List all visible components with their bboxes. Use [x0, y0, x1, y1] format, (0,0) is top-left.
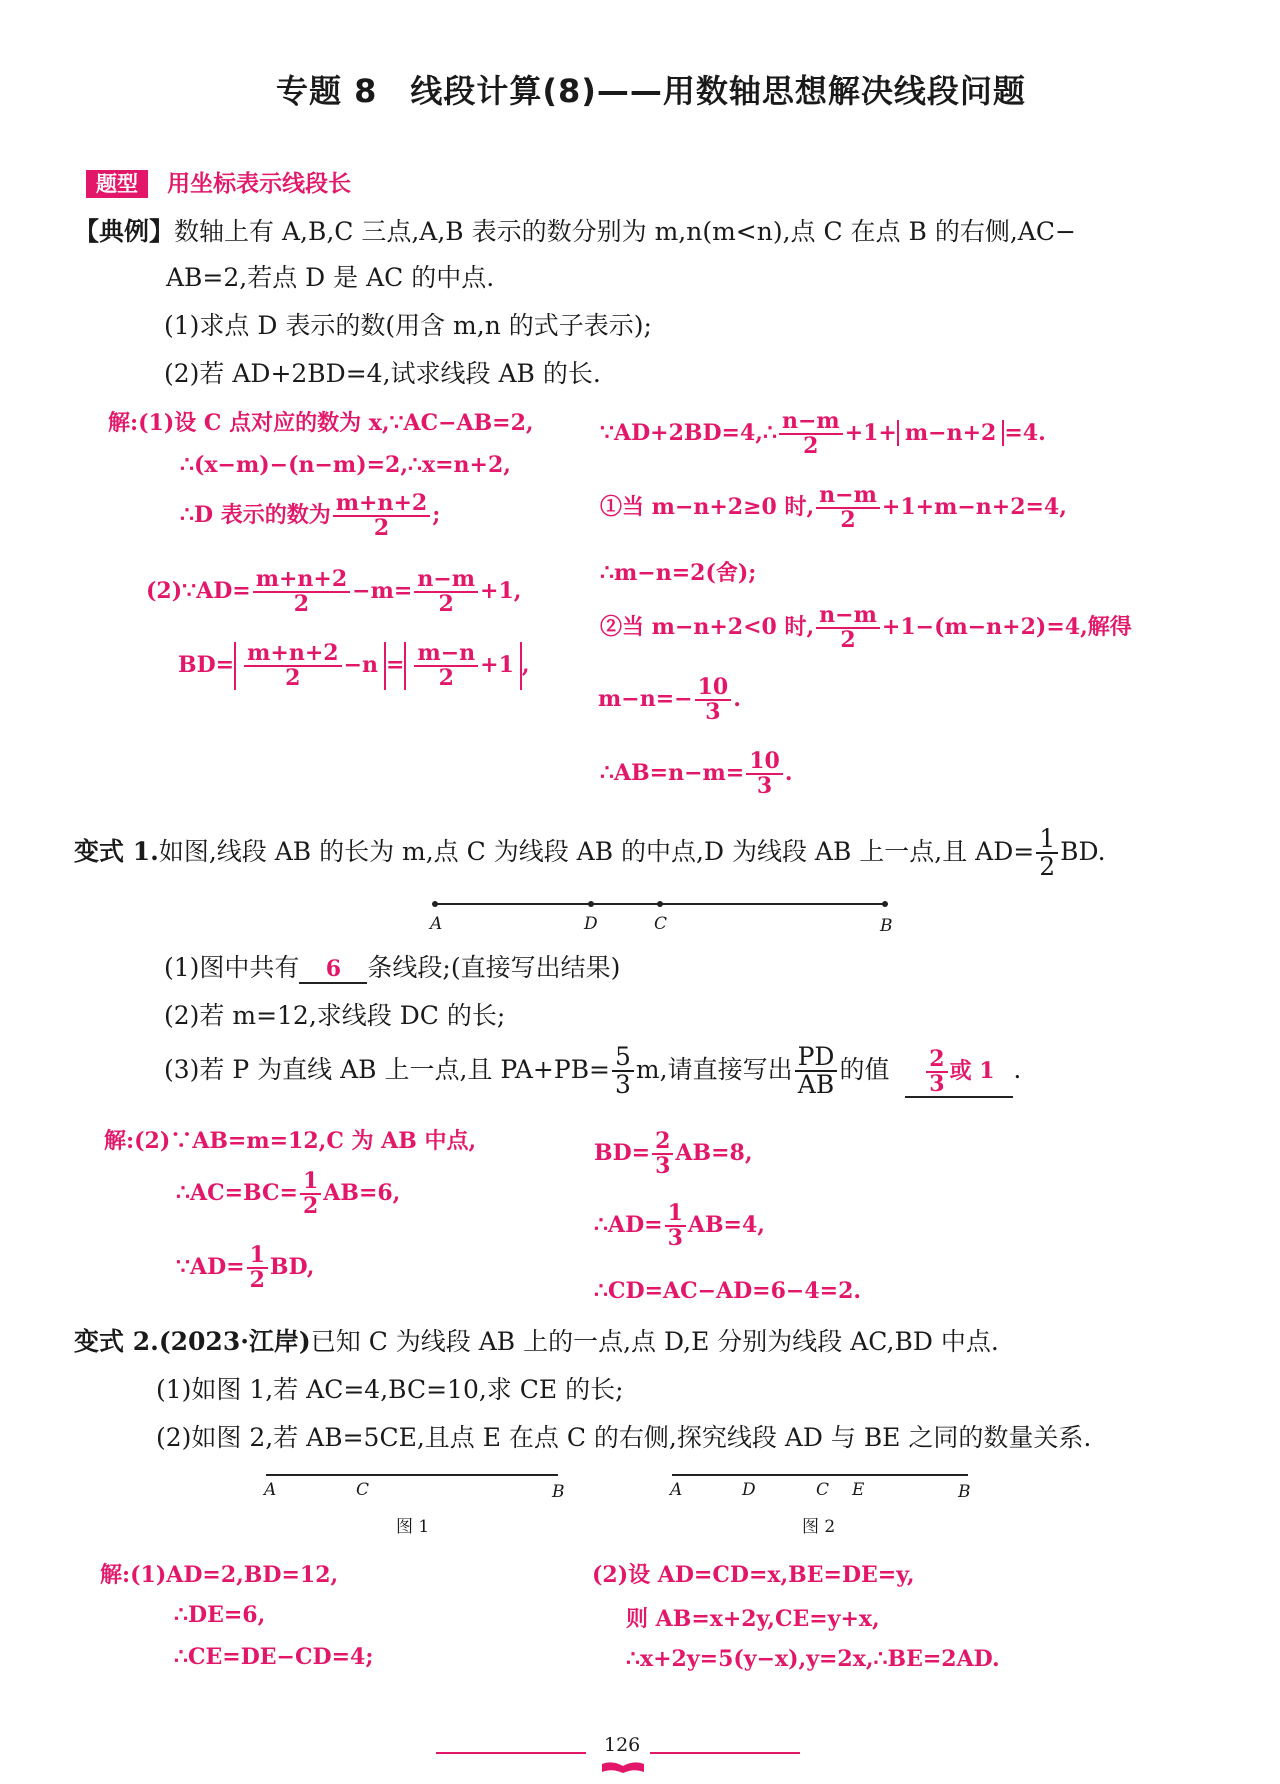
v1-label-b: B: [880, 916, 893, 936]
example-line-2: AB=2,若点 D 是 AC 的中点.: [166, 263, 495, 292]
sol1-line-4: (2)∵AD= $\frac{m+n+2}{2}$ −m= $\frac{n-m}{2}$ +1,: [146, 566, 522, 618]
v2-sol-right-1: (2)设 AD=CD=x,BE=DE=y,: [592, 1562, 915, 1588]
fig2-label-d: D: [742, 1480, 756, 1500]
sol1-right-5: m−n=− $\frac{10}{3}$ .: [598, 674, 741, 726]
fig1-caption: 图 1: [396, 1517, 430, 1537]
v1-point-d: [588, 901, 594, 907]
v1-sol-3: ∵AD= $\frac{1}{2}$ BD,: [176, 1242, 315, 1294]
fig2-label-b: B: [958, 1482, 971, 1502]
fig2-caption: 图 2: [802, 1517, 836, 1537]
v2-question-2: (2)如图 2,若 AB=5CE,且点 E 在点 C 的右侧,探究线段 AD 与 BE 之同的数量关系.: [156, 1423, 1092, 1452]
sol1-line-1: 解:(1)设 C 点对应的数为 x,∵AC−AB=2,: [108, 410, 534, 436]
v1-sol-right-1: BD= $\frac{2}{3}$ AB=8,: [594, 1128, 753, 1180]
fig2-segment: [672, 1474, 968, 1476]
v2-line-1: 变式 2.(2023·江岸)已知 C 为线段 AB 上的一点,点 D,E 分别为线段 AC,BD 中点.: [74, 1327, 999, 1356]
fig2-label-a: A: [670, 1480, 683, 1500]
page-number: 126: [604, 1734, 641, 1756]
section-header: [86, 165, 351, 198]
example-text: 数轴上有 A,B,C 三点,A,B 表示的数分别为 m,n(m<n),点 C 在点 B 的右侧,AC−: [174, 217, 1076, 246]
v1-sol-right-2: ∴AD= $\frac{1}{3}$ AB=4,: [594, 1200, 765, 1252]
example-line-1: [74, 212, 1076, 248]
fig1-label-b: B: [552, 1482, 565, 1502]
v1-point-a: [432, 901, 438, 907]
v2-sol-2: ∴DE=6,: [174, 1602, 266, 1628]
v2-sol-3: ∴CE=DE−CD=4;: [174, 1644, 374, 1670]
fig1-label-c: C: [356, 1480, 370, 1500]
sol1-right-1: ∵AD+2BD=4,∴ $\frac{n-m}{2}$ +1+ m−n+2 =4.: [600, 408, 1046, 460]
example-prefix: 【典例】: [74, 217, 175, 246]
sol1-right-3: ∴m−n=2(舍);: [600, 560, 757, 586]
footer-rule-right: [650, 1752, 800, 1754]
v2-sol-1: 解:(1)AD=2,BD=12,: [100, 1562, 339, 1588]
footer-rule-left: [436, 1752, 586, 1754]
sol1-line-5: BD= $\frac{m+n+2}{2}$ −n = $\frac{m-n}{2}$ +1 ,: [178, 640, 530, 692]
sol1-line-2: ∴(x−m)−(n−m)=2,∴x=n+2,: [180, 452, 511, 478]
example-question-2: (2)若 AD+2BD=4,试求线段 AB 的长.: [164, 359, 601, 388]
sol1-right-6: ∴AB=n−m= $\frac{10}{3}$ .: [600, 748, 793, 800]
sol1-right-4: ②当 m−n+2<0 时, $\frac{n-m}{2}$ +1−(m−n+2)=4,解得: [600, 602, 1132, 654]
fig1-label-a: A: [264, 1480, 277, 1500]
fig1-segment: [266, 1474, 558, 1476]
section-tag: 题型: [86, 170, 148, 198]
v1-point-b: [882, 901, 888, 907]
v1-sol-1: 解:(2)∵AB=m=12,C 为 AB 中点,: [104, 1128, 477, 1154]
v1-sol-2: ∴AC=BC= $\frac{1}{2}$ AB=6,: [176, 1168, 401, 1220]
v1-question-1: (1)图中共有 6 条线段;(直接写出结果): [164, 953, 621, 982]
fig2-label-c: C: [816, 1480, 830, 1500]
v2-question-1: (1)如图 1,若 AC=4,BC=10,求 CE 的长;: [156, 1375, 624, 1404]
v1-label-d: D: [584, 914, 598, 934]
v1-question-3: (3)若 P 为直线 AB 上一点,且 PA+PB= $\frac{5}{3}$ m,请直接写出 $\frac{PD}{AB}$ 的值 $\frac{2}{3}$ 或 1 .: [164, 1042, 1022, 1100]
fig2-label-e: E: [852, 1480, 865, 1500]
v1-question-2: (2)若 m=12,求线段 DC 的长;: [164, 1001, 506, 1030]
v2-sol-right-2: 则 AB=x+2y,CE=y+x,: [626, 1606, 880, 1632]
v1-label-a: A: [430, 914, 443, 934]
book-icon: [600, 1760, 646, 1774]
v1-point-c: [657, 901, 663, 907]
page-title: 专题 8 线段计算(8)——用数轴思想解决线段问题: [276, 72, 1026, 110]
sol1-right-2: ①当 m−n+2≥0 时, $\frac{n-m}{2}$ +1+m−n+2=4,: [600, 482, 1067, 534]
sol1-line-3: ∴D 表示的数为 $\frac{m+n+2}{2}$ ;: [180, 490, 441, 542]
v1-label-c: C: [654, 914, 668, 934]
section-label: 用坐标表示线段长: [167, 171, 352, 197]
v1-line-1: 变式 1.如图,线段 AB 的长为 m,点 C 为线段 AB 的中点,D 为线段 AB 上一点,且 AD= $\frac{1}{2}$ BD.: [74, 824, 1106, 882]
v2-sol-right-3: ∴x+2y=5(y−x),y=2x,∴BE=2AD.: [626, 1646, 1000, 1672]
v1-sol-right-3: ∴CD=AC−AD=6−4=2.: [594, 1278, 862, 1304]
example-question-1: (1)求点 D 表示的数(用含 m,n 的式子表示);: [164, 311, 652, 340]
